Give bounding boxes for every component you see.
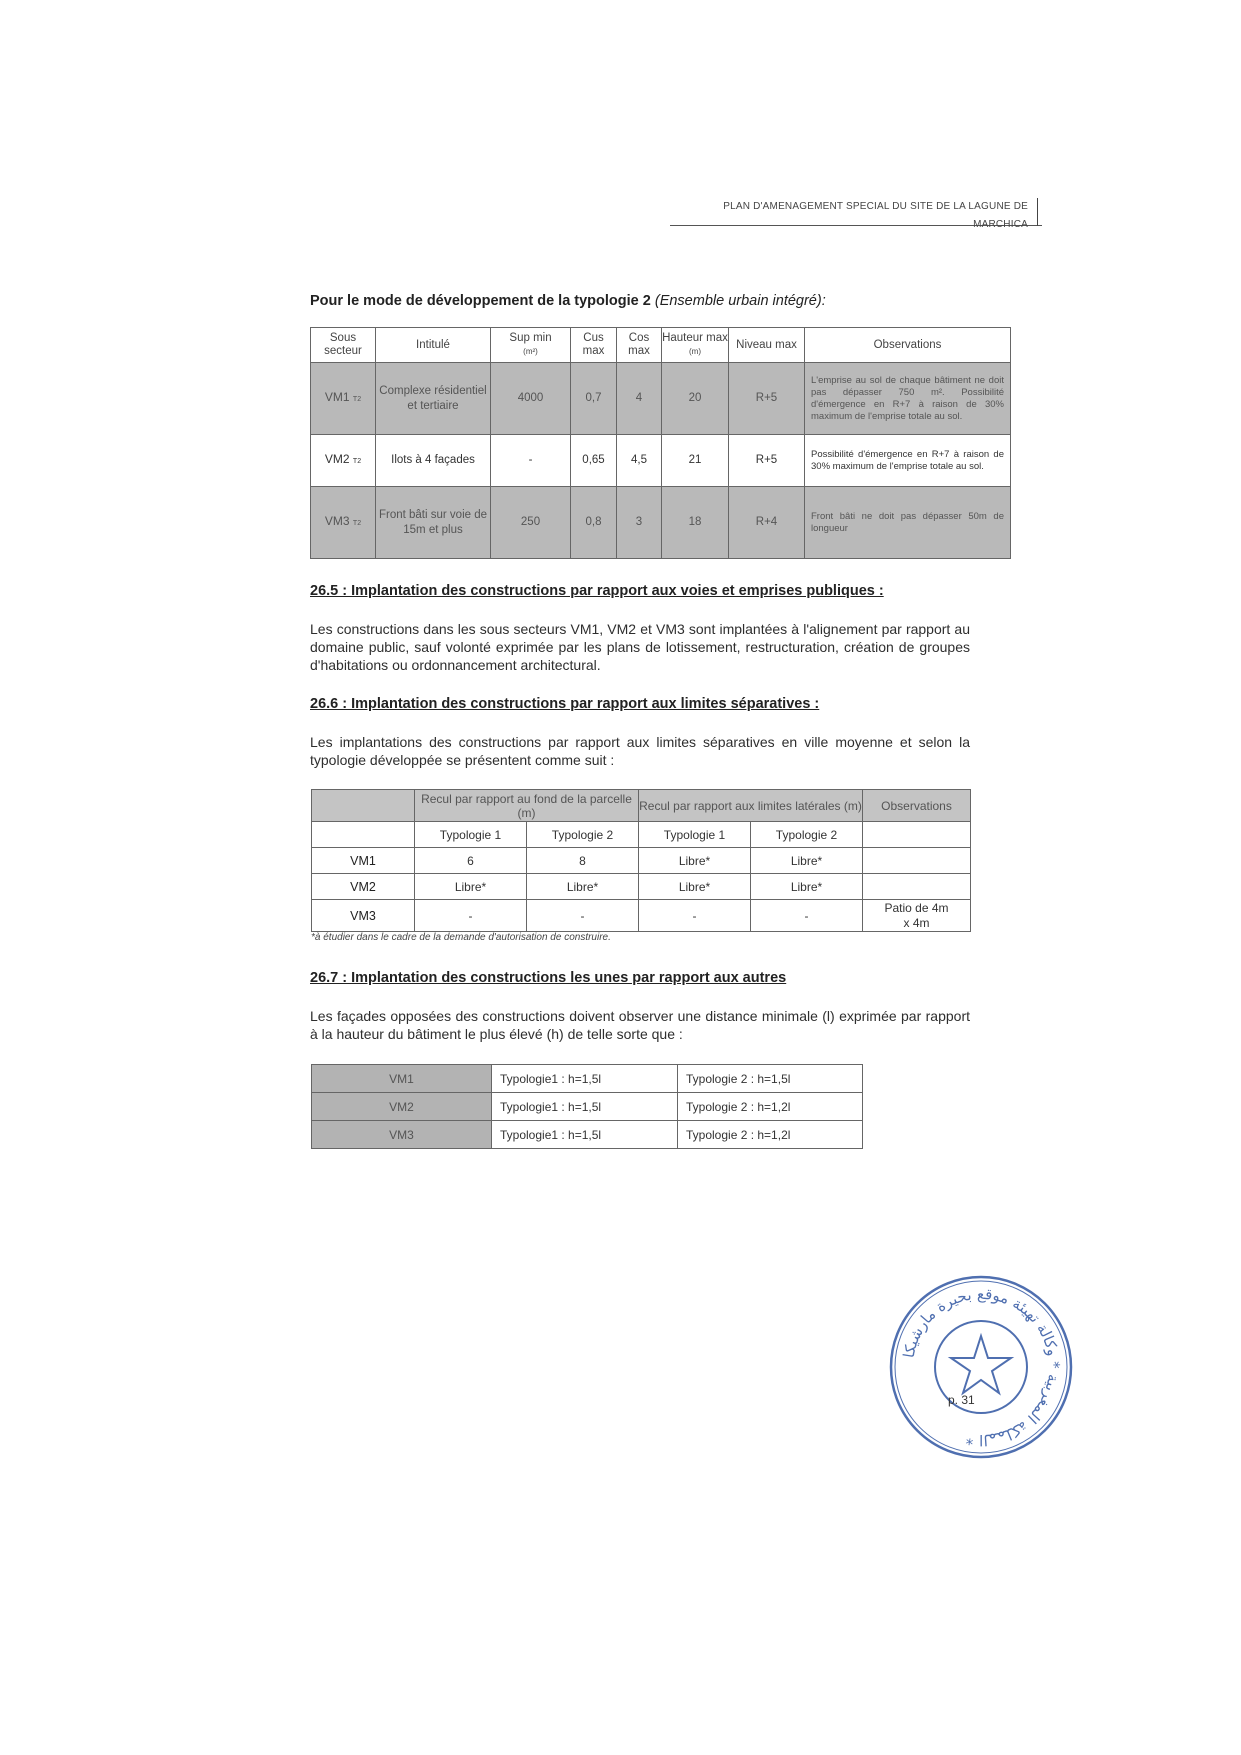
row-cus: 0,8 (571, 487, 617, 559)
table-row (312, 1065, 863, 1093)
cell: 8 (527, 848, 639, 874)
cell: Libre* (527, 874, 639, 900)
table1-header-row (311, 328, 1011, 363)
group-limites-laterales: Recul par rapport aux limites latérales (m) (639, 790, 863, 822)
row-hauteur: 21 (662, 435, 729, 487)
table-row (312, 874, 971, 900)
row-label: VM1 (312, 848, 415, 874)
cell: 6 (415, 848, 527, 874)
row-code (311, 363, 376, 435)
cell-typologie-1: Typologie1 : h=1,5l (492, 1093, 678, 1121)
cell: Libre* (751, 848, 863, 874)
header-intitule: Intitulé (376, 328, 491, 363)
header-rule-tick (1037, 198, 1038, 226)
page-number: p. 31 (948, 1393, 975, 1407)
cell: Libre* (639, 874, 751, 900)
sub: T2 (352, 458, 362, 465)
row-sup: - (491, 435, 571, 487)
official-stamp (888, 1274, 1074, 1460)
sub: T2 (352, 520, 362, 527)
header-observations: Observations (863, 790, 971, 822)
header-cos: Cos max (617, 328, 662, 363)
table-row (311, 363, 1011, 435)
row-cos: 4,5 (617, 435, 662, 487)
row-cus: 0,65 (571, 435, 617, 487)
header-hauteur-label: Hauteur max (662, 332, 728, 344)
table-row (312, 1093, 863, 1121)
section-26-6-body: Les implantations des constructions par rapport aux limites séparatives en ville moyenne et selon la typologie développée se présentent comme suit : (310, 734, 970, 768)
section-26-7-body: Les façades opposées des constructions doivent observer une distance minimale (l) exprimée par rapport à la hauteur du bâtiment le plus élevé (h) de telle sorte que : (310, 1008, 970, 1042)
cell: - (527, 900, 639, 932)
corner-cell (312, 790, 415, 822)
row-label: VM2 (312, 874, 415, 900)
cell-typologie-2: Typologie 2 : h=1,5l (678, 1065, 863, 1093)
table2-group-header (312, 790, 971, 822)
empty-cell (863, 822, 971, 848)
section-26-5-body: Les constructions dans les sous secteurs VM1, VM2 et VM3 sont implantées à l'alignement par rapport au domaine public, sauf volonté exprimée par les plans de lotissement, restructuration, création de groupes d'habitations ou ordonnancement architectural. (310, 621, 970, 673)
cell-observations: Patio de 4m x 4m (863, 900, 971, 932)
row-intitule: Ilots à 4 façades (376, 435, 491, 487)
cell: - (415, 900, 527, 932)
sub: T2 (352, 396, 362, 403)
row-intitule: Complexe résidentiel et tertiaire (376, 363, 491, 435)
header-observations: Observations (805, 328, 1011, 363)
intro-italic: (Ensemble urbain intégré): (654, 293, 826, 309)
cell-observations (863, 848, 971, 874)
intro-bold: Pour le mode de développement de la typologie 2 (310, 293, 651, 309)
cell-typologie-2: Typologie 2 : h=1,2l (678, 1093, 863, 1121)
row-cos: 3 (617, 487, 662, 559)
code: VM2 (324, 452, 350, 466)
row-label: VM2 (312, 1093, 492, 1121)
row-hauteur: 20 (662, 363, 729, 435)
row-code (311, 435, 376, 487)
row-cus: 0,7 (571, 363, 617, 435)
header-cus: Cus max (571, 328, 617, 363)
header-sup-min-label: Sup min (509, 332, 552, 344)
header-sup-min (491, 328, 571, 363)
cell: - (639, 900, 751, 932)
sub-header: Typologie 1 (639, 822, 751, 848)
cell: Libre* (751, 874, 863, 900)
cell: Libre* (415, 874, 527, 900)
cell-typologie-1: Typologie1 : h=1,5l (492, 1065, 678, 1093)
facade-distance-table (311, 1064, 863, 1149)
running-header (670, 198, 1042, 230)
table1-intro (310, 293, 826, 309)
sub-header: Typologie 2 (751, 822, 863, 848)
row-observations: Front bâti ne doit pas dépasser 50m de longueur (805, 487, 1011, 559)
table2-sub-header (312, 822, 971, 848)
row-observations: Possibilité d'émergence en R+7 à raison de 30% maximum de l'emprise totale au sol. (805, 435, 1011, 487)
running-title: PLAN D'AMENAGEMENT SPECIAL DU SITE DE LA LAGUNE DE MARCHICA (723, 201, 1028, 230)
section-26-6-title: 26.6 : Implantation des constructions par rapport aux limites séparatives : (310, 696, 820, 712)
sub-header: Typologie 1 (415, 822, 527, 848)
header-hauteur (662, 328, 729, 363)
row-niveau: R+4 (729, 487, 805, 559)
table-row (312, 848, 971, 874)
row-hauteur: 18 (662, 487, 729, 559)
typology-table (310, 327, 1011, 559)
table-row (311, 435, 1011, 487)
row-code (311, 487, 376, 559)
cell: Libre* (639, 848, 751, 874)
table-row (312, 1121, 863, 1149)
row-label: VM3 (312, 1121, 492, 1149)
setback-table (311, 789, 971, 932)
row-niveau: R+5 (729, 363, 805, 435)
row-label: VM1 (312, 1065, 492, 1093)
header-hauteur-unit: (m) (689, 347, 701, 356)
row-cos: 4 (617, 363, 662, 435)
empty-cell (312, 822, 415, 848)
table-row (312, 900, 971, 932)
header-niveau: Niveau max (729, 328, 805, 363)
footnote: *à étudier dans le cadre de la demande d'autorisation de construire. (311, 932, 611, 943)
row-niveau: R+5 (729, 435, 805, 487)
cell-typologie-2: Typologie 2 : h=1,2l (678, 1121, 863, 1149)
star-icon (951, 1336, 1011, 1393)
section-26-5-title: 26.5 : Implantation des constructions par rapport aux voies et emprises publiques : (310, 583, 884, 599)
table-row (311, 487, 1011, 559)
sub-header: Typologie 2 (527, 822, 639, 848)
code: VM1 (324, 390, 350, 404)
row-intitule: Front bâti sur voie de 15m et plus (376, 487, 491, 559)
code: VM3 (324, 514, 350, 528)
row-observations: L'emprise au sol de chaque bâtiment ne doit pas dépasser 750 m². Possibilité d'émergence en R+7 à raison de 30% maximum de l'emprise totale au sol. (805, 363, 1011, 435)
section-26-7-title: 26.7 : Implantation des constructions les unes par rapport aux autres (310, 970, 787, 986)
header-sous-secteur: Sous secteur (311, 328, 376, 363)
row-label: VM3 (312, 900, 415, 932)
row-sup: 4000 (491, 363, 571, 435)
group-fond-parcelle: Recul par rapport au fond de la parcelle (m) (415, 790, 639, 822)
cell: - (751, 900, 863, 932)
cell-observations (863, 874, 971, 900)
cell-typologie-1: Typologie1 : h=1,5l (492, 1121, 678, 1149)
row-sup: 250 (491, 487, 571, 559)
header-sup-min-unit: (m²) (523, 347, 538, 356)
svg-text:المملكة المغربية * وكالة تهيئة: المملكة المغربية * وكالة تهيئة موقع بحيرة مارشيكا * (899, 1284, 1064, 1450)
